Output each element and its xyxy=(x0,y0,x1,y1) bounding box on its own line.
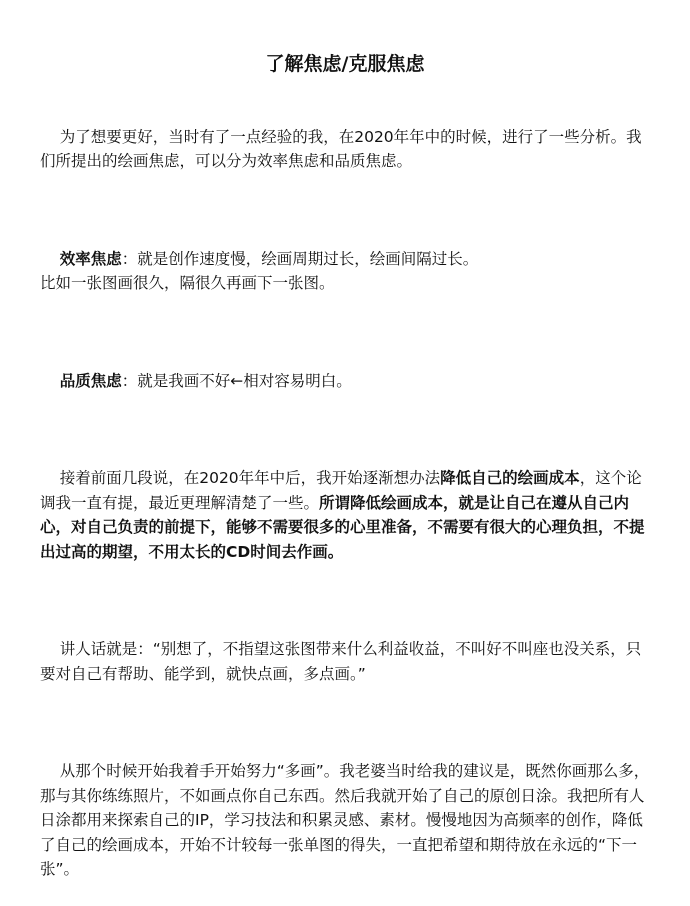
term-quality-anxiety: 品质焦虑 xyxy=(60,372,122,390)
emphasis-definition: 所谓降低绘画成本，就是让自己在遵从自己内心，对自己负责的前提下，能够不需要很多的心里准备，不需要有很大的心理负担，不提出过高的期望，不用太长的CD时间去作画。 xyxy=(40,494,645,561)
paragraph-lower-cost xyxy=(40,442,650,589)
paragraph-quality-anxiety xyxy=(40,344,650,418)
paragraph-plain-words xyxy=(40,613,650,711)
paragraph-intro xyxy=(40,100,650,198)
paragraph-efficiency-anxiety xyxy=(40,222,650,320)
paragraph-text: ，这个论调我一直有提，最近更理解清楚了一些。 xyxy=(40,469,642,512)
paragraph-text: 从那个时候开始我着手开始努力“多画”。我老婆当时给我的建议是，既然你画那么多，那与其你练练照片，不如画点你自己东西。然后我就开始了自己的原创日涂。我把所有人日涂都用来探索自己的IP，学习技法和积累灵感、素材。慢慢地因为高频率的创作，降低了自己的绘画成本，开始不计较每一张单图的得失，一直把希望和期待放在永远的“下一张”。 xyxy=(40,762,649,878)
paragraph-text: ：就是创作速度慢，绘画周期过长，绘画间隔过长。 比如一张图画很久，隔很久再画下一张图。 xyxy=(40,250,478,293)
paragraph-text: 为了想要更好，当时有了一点经验的我，在2020年年中的时候，进行了一些分析。我们所提出的绘画焦虑，可以分为效率焦虑和品质焦虑。 xyxy=(40,128,642,171)
paragraph-draw-more xyxy=(40,735,650,906)
term-efficiency-anxiety: 效率焦虑 xyxy=(60,250,122,268)
paragraph-text: ：就是我画不好←相对容易明白。 xyxy=(122,372,352,390)
document-title: 了解焦虑/克服焦虑 xyxy=(40,50,650,78)
paragraph-text: 接着前面几段说，在2020年年中后，我开始逐渐想办法 xyxy=(60,469,440,487)
emphasis-lower-cost: 降低自己的绘画成本 xyxy=(440,469,580,487)
paragraph-text: 讲人话就是：“别想了，不指望这张图带来什么利益收益，不叫好不叫座也没关系，只要对自己有帮助、能学到，就快点画，多点画。” xyxy=(40,640,641,683)
